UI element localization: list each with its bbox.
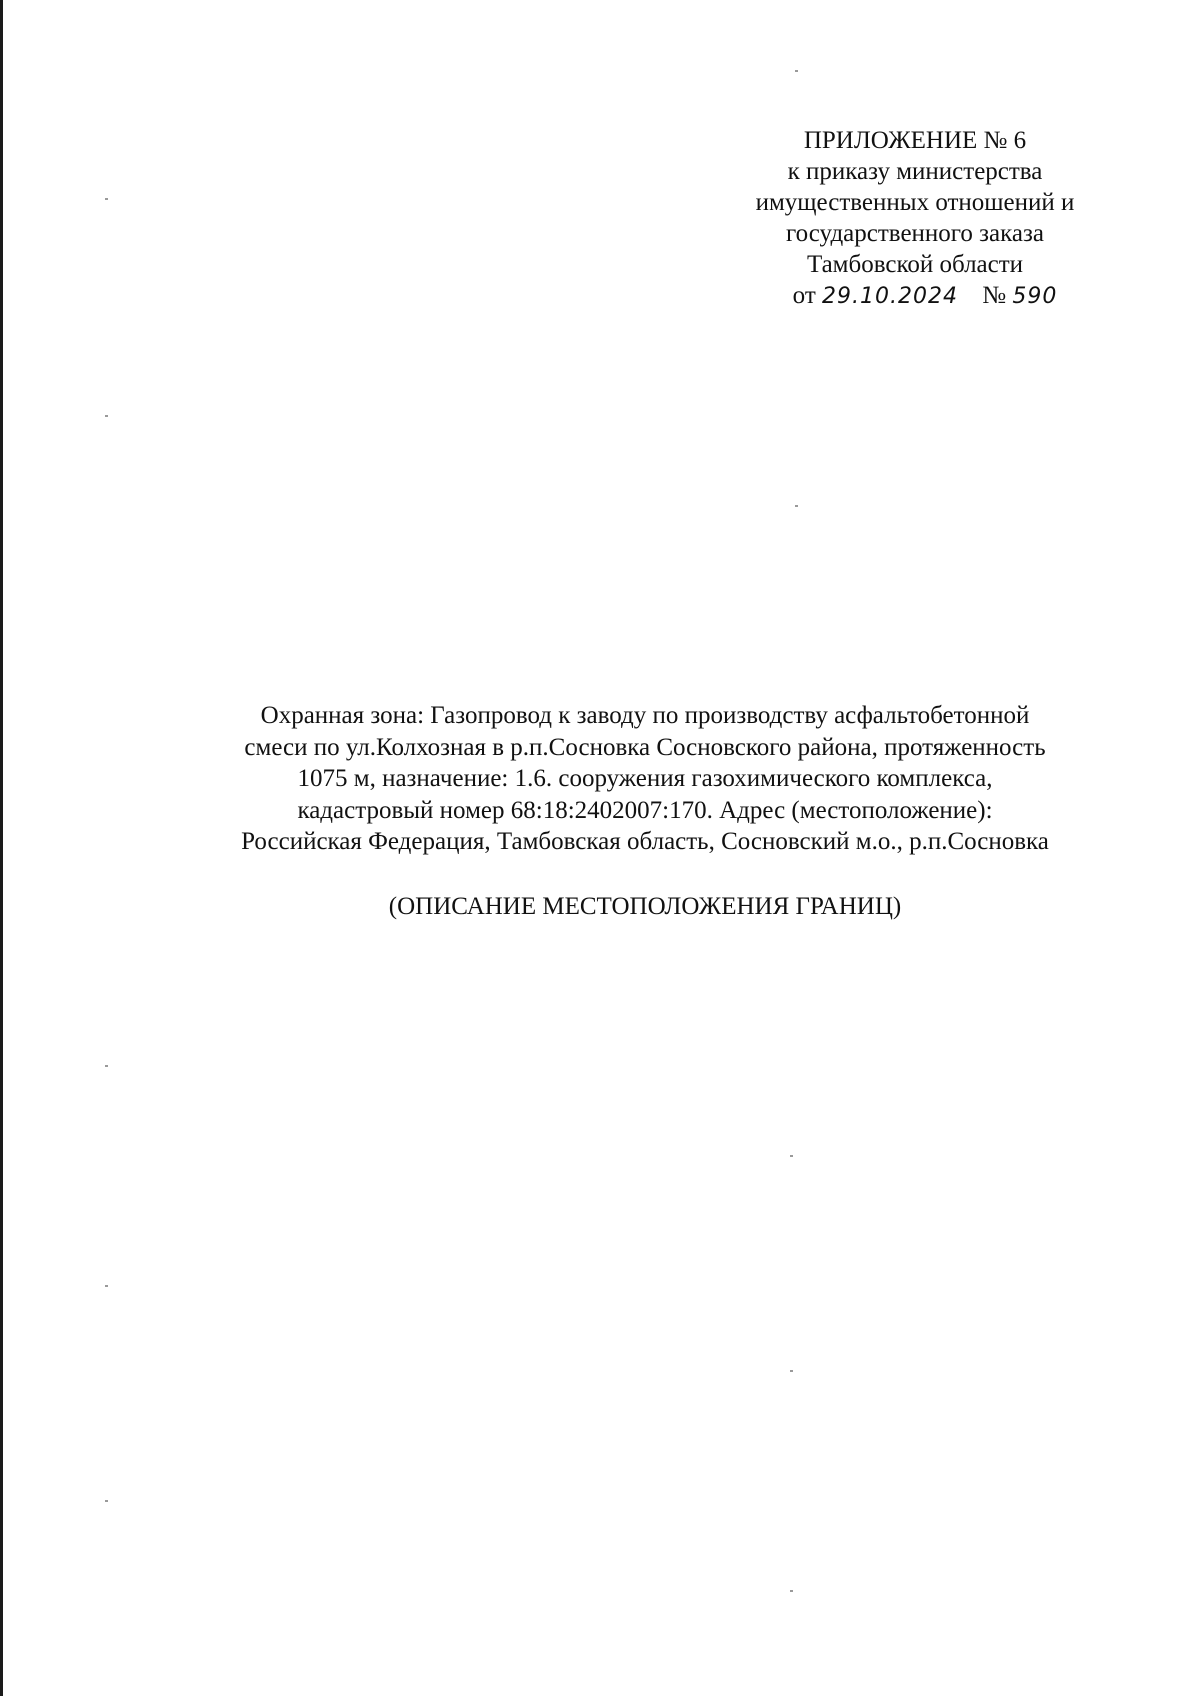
appendix-date-line — [720, 280, 1110, 312]
description-line: смеси по ул.Колхозная в р.п.Сосновка Сосновского района, протяженность — [244, 733, 1046, 761]
description-line: 1075 м, назначение: 1.6. сооружения газохимического комплекса, — [297, 765, 993, 792]
scan-speck — [790, 1590, 793, 1592]
appendix-line: имущественных отношений и — [755, 189, 1075, 216]
appendix-line: государственного заказа — [786, 220, 1044, 247]
scan-edge-line — [0, 0, 3, 1696]
appendix-line: Тамбовской области — [806, 251, 1024, 278]
scan-speck — [105, 1500, 108, 1502]
scan-speck — [795, 505, 798, 507]
handwritten-number: 590 — [1012, 284, 1058, 309]
scan-speck — [105, 415, 108, 417]
scan-speck — [105, 1065, 108, 1067]
appendix-title: ПРИЛОЖЕНИЕ № 6 — [803, 127, 1027, 154]
scan-speck — [790, 1370, 793, 1372]
scan-speck — [105, 198, 108, 200]
section-heading: (ОПИСАНИЕ МЕСТОПОЛОЖЕНИЯ ГРАНИЦ) — [388, 893, 902, 920]
appendix-header — [720, 125, 1110, 312]
appendix-line: к приказу министерства — [787, 158, 1043, 185]
description-line: Российская Федерация, Тамбовская область, Сосновский м.о., р.п.Сосновка — [241, 828, 1049, 855]
scan-speck — [105, 1285, 108, 1287]
description-line: кадастровый номер 68:18:2402007:170. Адрес (местоположение): — [297, 796, 993, 824]
scan-speck — [795, 70, 798, 72]
number-sign: № — [982, 282, 1007, 309]
scan-speck — [790, 1155, 793, 1157]
handwritten-date: 29.10.2024 — [822, 284, 958, 309]
description-line: Охранная зона: Газопровод к заводу по производству асфальтобетонной — [260, 702, 1030, 729]
protection-zone-description — [150, 700, 1140, 858]
date-prefix: от — [792, 282, 816, 309]
